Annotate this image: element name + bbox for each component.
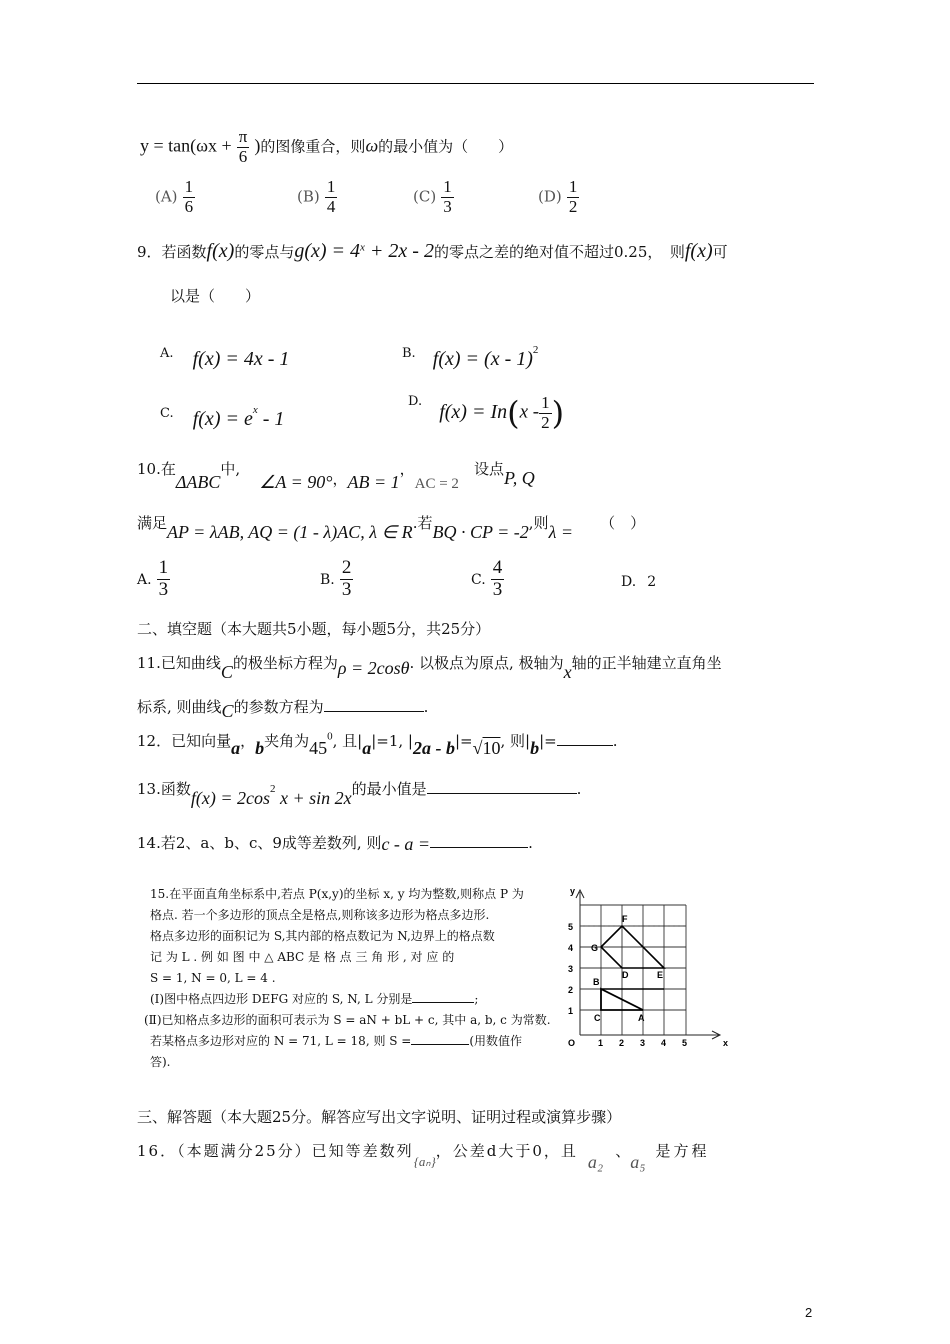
q9-line: 9．若函数f(x)的零点与$g(x) = 4^x + 2x - 2$的零点之差的绝对值不超过0.25， 则f(x)可	[137, 240, 728, 262]
graph-x-tick-3: 3	[640, 1038, 646, 1048]
q12-answer-blank[interactable]	[557, 745, 613, 746]
q10-option-c: C. $\frac{4}{3}$	[471, 557, 503, 600]
section-solution-heading: 三、解答题（本大题25分。解答应写出文字说明、证明过程或演算步骤）	[137, 1108, 622, 1126]
q8-option-b: (B) $\frac{1}{4}$	[297, 177, 336, 216]
q16-line: 16．（本题满分25分）已知等差数列$_{\{a_n\}}$，公差d大于0，且a₂、a₅是方程	[137, 1142, 710, 1172]
q8-option-a: (A) $\frac{1}{6}$	[155, 177, 194, 216]
page-number: 2	[805, 1305, 813, 1320]
graph-origin-label: O	[568, 1038, 576, 1048]
q8-line	[140, 128, 513, 166]
q10-option-a: A. $\frac{1}{3}$	[137, 557, 169, 600]
graph-x-tick-4: 4	[661, 1038, 667, 1048]
q15-part2-blank[interactable]	[411, 1044, 469, 1045]
q11-line1: 11.已知曲线C的极坐标方程为ρ = 2cosθ. 以极点为原点, 极轴为x轴的正半轴建立直角坐	[137, 654, 722, 682]
section-fill-in-heading: 二、填空题（本大题共5小题，每小题5分，共25分）	[137, 620, 491, 638]
graph-x-label: x	[723, 1038, 729, 1048]
graph-y-tick-5: 5	[568, 922, 574, 932]
header-rule	[137, 83, 814, 84]
point-label-g: G	[591, 943, 599, 953]
q9-option-d: $^{D.}$ f(x) = In(x - $\frac{1}{2}$ )	[408, 393, 565, 433]
point-label-f: F	[622, 914, 628, 924]
point-label-d: D	[622, 970, 629, 980]
q15-part1-blank[interactable]	[412, 1002, 474, 1003]
graph-y-tick-4: 4	[568, 943, 574, 953]
q12-line: 12．已知向量a，b夹角为$45^0$, 且|a|=1, |2a - b|=√10, 则|b|= .	[137, 730, 618, 758]
lattice-grid-figure	[560, 880, 740, 1055]
q10-line2: 满足AP = λAB, AQ = (1 - λ)AC, λ ∈ R.若BQ · CP = -2,则λ = （ ）	[137, 514, 646, 542]
q13-answer-blank[interactable]	[427, 793, 577, 794]
q9-line2: 以是（ ）	[170, 287, 261, 305]
graph-y-tick-2: 2	[568, 985, 574, 995]
point-label-e: E	[657, 970, 664, 980]
q14-line: 14.若2、a、b、c、9成等差数列, 则c - a = .	[137, 834, 533, 854]
q9-option-a: A. f(x) = 4x - 1	[160, 346, 290, 370]
q8-option-d: (D) $\frac{1}{2}$	[538, 177, 578, 216]
q10-option-b: B. $\frac{2}{3}$	[320, 557, 352, 600]
q8-formula-suffix: )	[254, 135, 261, 156]
graph-x-tick-5: 5	[682, 1038, 688, 1048]
q15-text-block: 15.在平面直角坐标系中,若点 P(x,y)的坐标 x, y 均为整数,则称点 P 为 格点. 若一个多边形的顶点全是格点,则称该多边形为格点多边形. 格点多边形的面积记为 S,其内部的格点数记为 N,边界上的格点数 记 为 L . 例 如 图 中 △ ABC 是 格 点 三 角 形 , 对 应 的 S = 1, N = 0, L = 4 . (Ⅰ)图中格点四边形 DEFG 对应的 S, N, L 分别是 ; (Ⅱ)已知格点多边形的面积可表示为 S = aN + bL + c, 其中 a, b, c 为常数. 若某格点多边形对应的 N = 71, L = 18, 则 S = (用数值作 答).	[144, 887, 551, 1069]
q8-formula-prefix: y = tan(ωx +	[140, 135, 232, 156]
q10-option-d: D. 2	[621, 574, 657, 590]
q12-sqrt-value: 10	[482, 738, 501, 758]
q8-text-end: 的最小值为（ ）	[378, 137, 514, 156]
q11-answer-blank[interactable]	[324, 711, 424, 712]
q8-option-c: (C) $\frac{1}{3}$	[413, 177, 452, 216]
graph-y-tick-3: 3	[568, 964, 574, 974]
point-label-c: C	[594, 1013, 601, 1023]
q11-line2: 标系, 则曲线C的参数方程为 .	[137, 698, 429, 721]
point-label-b: B	[593, 977, 600, 987]
q8-text: 的图像重合，则	[260, 137, 366, 156]
q9-option-c: C. $f(x) = e^x - 1$	[160, 403, 285, 430]
q13-line: 13.函数$f(x) = 2\cos^2$ x + sin 2x的最小值是 .	[137, 780, 582, 808]
q9-option-b: B. f(x) = (x - 1)$^2$	[402, 343, 539, 370]
point-label-a: A	[638, 1013, 645, 1023]
graph-x-tick-1: 1	[598, 1038, 604, 1048]
q14-answer-blank[interactable]	[430, 847, 528, 848]
q8-omega: ω	[365, 135, 379, 156]
graph-x-tick-2: 2	[619, 1038, 625, 1048]
q10-line1: 10.在ΔABC中, ∠A = 90°，AB = 1，AC = 2 设点P, Q	[137, 460, 535, 492]
graph-y-label: y	[570, 886, 576, 896]
graph-y-tick-1: 1	[568, 1006, 574, 1016]
q8-formula-fraction: $\frac{\pi}{6}$	[238, 127, 248, 166]
